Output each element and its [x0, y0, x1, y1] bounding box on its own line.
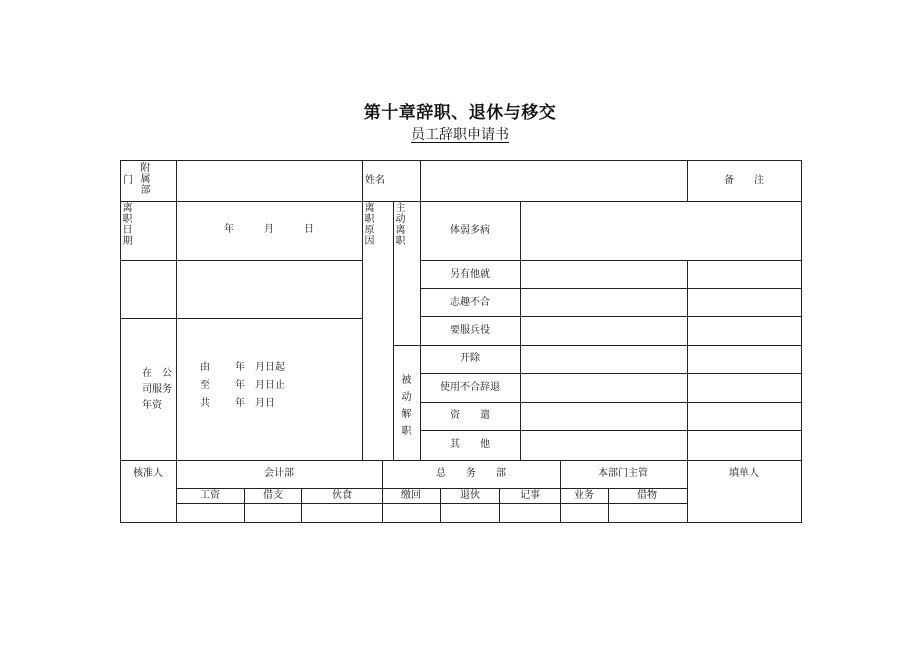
- reason-item: 要服兵役: [450, 325, 490, 336]
- service-value: 年 月日起: [235, 362, 285, 373]
- sub-item-label: 伙食: [332, 490, 352, 501]
- page-title: 第十章辞职、退休与移交: [363, 103, 557, 123]
- reason-item: 另有他就: [450, 269, 490, 280]
- service-label-line: 在 公: [142, 368, 172, 379]
- name-label: 姓名: [365, 175, 385, 186]
- leave-date-value[interactable]: 年 月 日: [224, 224, 314, 235]
- approver-label: 核准人: [133, 468, 163, 479]
- filler-label: 填单人: [729, 468, 759, 479]
- service-label-line: 年资: [142, 400, 162, 411]
- dept-label: 门: [123, 175, 133, 186]
- sub-item-label: 记事: [520, 490, 540, 501]
- sub-item-label: 工资: [200, 490, 220, 501]
- service-label-line: 司服务: [142, 384, 172, 395]
- general-affairs-label: 总 务 部: [436, 468, 506, 479]
- passive-label: 被动解职: [401, 375, 412, 437]
- sub-item-label: 借支: [263, 490, 283, 501]
- service-prefix: 由: [200, 362, 210, 373]
- sub-item-label: 退伙: [460, 490, 480, 501]
- service-value: 年 月日: [235, 398, 275, 409]
- reason-item: 使用不合辞退: [440, 382, 500, 393]
- dept-sub-label: 附属部: [140, 163, 151, 196]
- leave-reason-label: 离职原因: [364, 203, 375, 247]
- service-prefix: 共: [200, 398, 210, 409]
- reason-item: 开除: [460, 353, 480, 364]
- reason-item: 其 他: [450, 439, 490, 450]
- remarks-label: 备 注: [724, 175, 764, 186]
- page-subtitle: 员工辞职申请书: [411, 127, 509, 143]
- leave-date-label: 离职日期: [122, 203, 133, 247]
- service-value: 年 月日止: [235, 380, 285, 391]
- voluntary-label: 主动离职: [395, 203, 406, 247]
- sub-item-label: 业务: [574, 490, 594, 501]
- sub-item-label: 借物: [637, 490, 657, 501]
- sub-item-label: 缴回: [401, 490, 421, 501]
- reason-item: 体弱多病: [450, 225, 490, 236]
- supervisor-label: 本部门主管: [598, 468, 648, 479]
- reason-item: 资 遣: [450, 410, 490, 421]
- accounting-label: 会计部: [264, 468, 294, 479]
- service-prefix: 至: [200, 380, 210, 391]
- reason-item: 志趣不合: [450, 297, 490, 308]
